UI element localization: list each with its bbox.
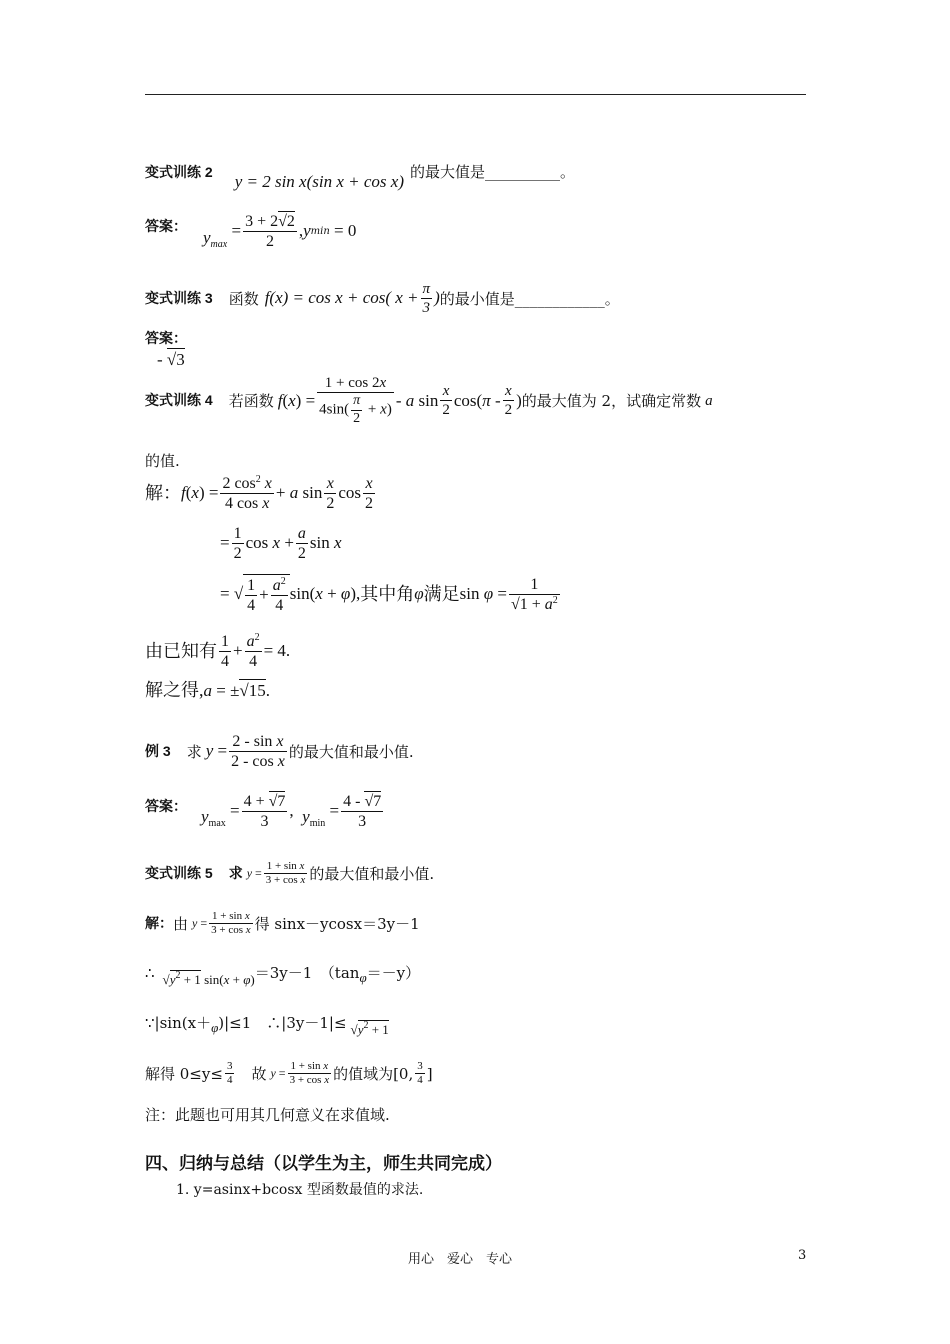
variant-2-answer: 答案： $y_{max}$ = $\frac{3 + 2√2}{2}$ , y min = 0 (145, 213, 357, 251)
variant-4-var: a (705, 392, 713, 409)
variant-4-tail2: 的值. (145, 452, 180, 470)
section-4-title: 四、归纳与总结（以学生为主，师生共同完成） (145, 1154, 502, 1173)
variant-2-formula: y = 2 sin x(sin x + cos x) (234, 172, 404, 191)
v5-s4a: 解得 0≤y≤ (145, 1064, 223, 1083)
v4-l3c: 满足 (423, 583, 460, 604)
variant-5-label: 变式训练 5 (145, 865, 213, 882)
example-3-tail: 的最大值和最小值. (288, 742, 414, 761)
v4-solution-line3: = √ $\frac{1}{4}$ + $\frac{a^2}{4}$ sin(x + φ), 其中角 φ 满足 sin φ = $\frac{1}{√1 + a^2}$ (220, 576, 558, 615)
variant-3-tail: 的最小值是____________。 (439, 289, 620, 308)
v5-solution-line1: 解： 由 y = $\frac{\text{1 + sin x}}{\text{3 + cos x}}$ 得 sinx－ycosx＝3y－1 (145, 910, 420, 937)
v4-solution-line2: = $\frac{1}{2}$ cos x + $\frac{a}{2}$ sin x (220, 525, 342, 563)
variant-5-tail: 的最大值和最小值. (309, 864, 435, 883)
header-rule (145, 94, 806, 95)
v4-solution-line4: 由已知有 $\frac{1}{4}$ + $\frac{a^2}{4}$ = 4. (145, 632, 291, 671)
variant-5-pre: 求 (228, 865, 243, 882)
variant-3-pre: 函数 (228, 289, 259, 308)
v5-solution-line4: 解得 0≤y≤ $\frac{3}{4}$ 故 y = $\frac{\text{1 + sin x}}{\text{3 + cos x}}$ 的值域为[0, $\frac{3}{4}$ ] (145, 1060, 433, 1087)
section-4-item-1: 1. y=asinx+bcosx 型函数最值的求法. (176, 1182, 424, 1198)
answer-label: 答案： (145, 330, 187, 346)
v5-s1b: 得 sinx－ycosx＝3y－1 (254, 914, 420, 933)
v5-solution-line2: ∴ $√y^2 + 1$ sin(x + φ) ＝3y－1 （tan φ ＝－y） (145, 963, 421, 987)
variant-3: 变式训练 3 函数 f(x) = cos x + cos( x + $\frac{\pi}{3}$ ) 的最小值是____________。 (145, 281, 620, 316)
v5-s4d: 的值域为[0, (333, 1064, 414, 1083)
variant-4-tail: 的最大值为 2，试确定常数 (521, 391, 702, 410)
variant-3-label: 变式训练 3 (145, 290, 213, 307)
v5-s2c: ＝3y－1 （tan (254, 963, 360, 982)
solution-label: 解： (145, 915, 173, 932)
variant-4-pre: 若函数 (228, 391, 274, 410)
v5-s2a: ∴ (145, 963, 155, 982)
variant-5: 变式训练 5 求 y = $\frac{\text{1 + sin x}}{\text{3 + cos x}}$ 的最大值和最小值. (145, 860, 435, 887)
v5-s1a: 由 (173, 914, 189, 933)
variant-2-label: 变式训练 2 (145, 163, 213, 180)
v4-solution-line1: 解： f(x) = $\frac{2 \cos^2 x}{\text{4 cos x}}$ + a sin $\frac{x}{2}$ cos $\frac{x}{2}$ (145, 474, 373, 513)
footer-text: 用心 爱心 专心 (408, 1252, 513, 1267)
page-number: 3 (798, 1248, 807, 1263)
solution-label: 解： (145, 482, 181, 503)
v5-s3b: )|≤1 ∴|3y－1|≤ (218, 1013, 347, 1032)
example-3-pre: 求 (186, 742, 202, 761)
v4-l5a: 解之得, (145, 680, 204, 700)
v5-s4c: 故 (236, 1064, 267, 1083)
variant-2 (145, 152, 575, 192)
v4-l4a: 由已知有 (145, 640, 217, 661)
variant-3-answer: 答案： - √3 (145, 330, 187, 369)
answer-label: 答案： (145, 218, 187, 234)
v4-l3b: 其中角 (360, 583, 415, 604)
v5-s4e: ] (426, 1064, 433, 1083)
example-3-answer: 答案： $y_{max}$ = $\frac{4 + √7}{3}$ , $y_{min}$ = $\frac{4 - √7}{3}$ (145, 793, 382, 831)
variant-2-tail: 的最大值是__________。 (409, 163, 575, 182)
v5-s3a: ∵|sin(x＋ (145, 1013, 212, 1032)
v5-note: 注：此题也可用其几何意义在求值域. (145, 1106, 390, 1124)
answer-label: 答案： (145, 798, 187, 814)
example-3-label: 例 3 (145, 743, 171, 760)
variant-4-label: 变式训练 4 (145, 392, 213, 409)
v5-solution-line3: ∵|sin(x＋ φ )|≤1 ∴|3y－1|≤ $√y^2 + 1$ (145, 1013, 389, 1037)
v5-s2d: ＝－y） (366, 963, 421, 982)
example-3: 例 3 求 y = $\frac{\text{2 - sin x}}{\text{2 - cos x}}$ 的最大值和最小值. (145, 733, 414, 771)
variant-4: 变式训练 4 若函数 f(x) = 1 + cos 2x 4sin( $\frac{\pi}{2}$ + x) - a sin $\frac{x}{2}$ cos(π - $\frac{x}{2}$ ) 的最大值为 2，试确定常数 a (145, 375, 713, 426)
v4-solution-line5: 解之得, a = ±√15. (145, 680, 271, 700)
